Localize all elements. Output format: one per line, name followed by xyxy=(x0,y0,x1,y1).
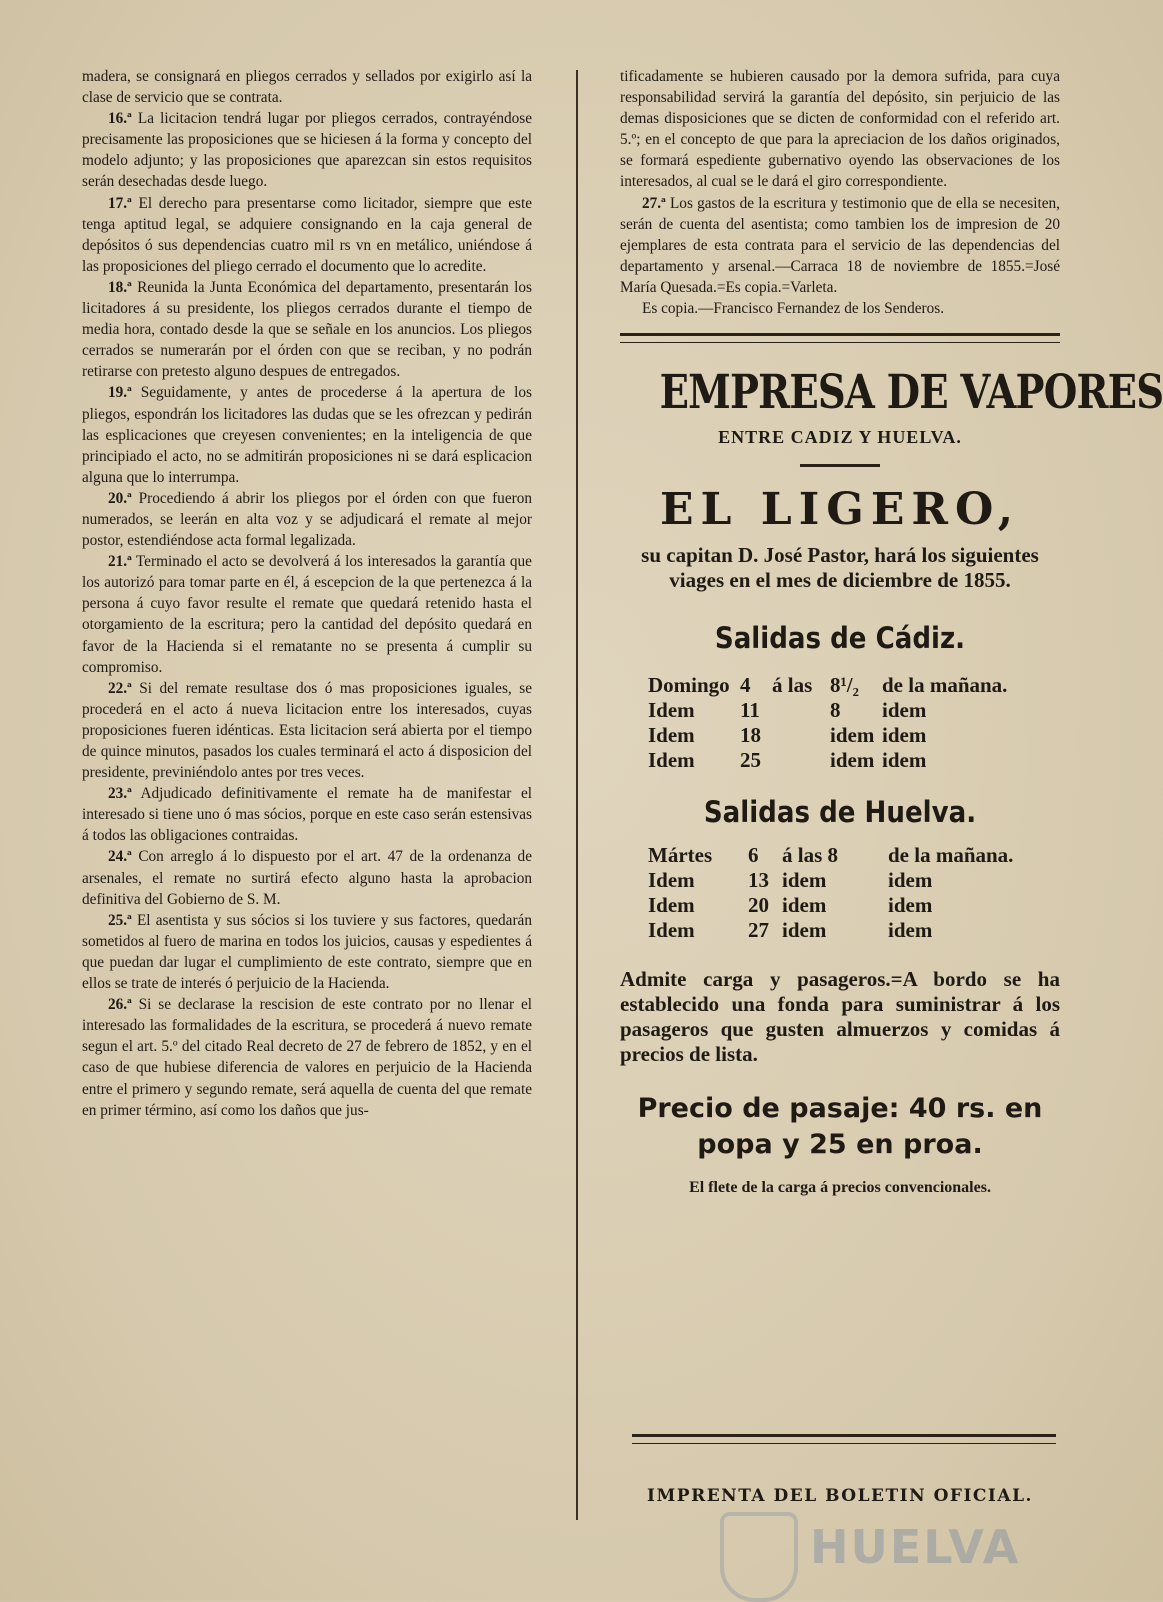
paragraph xyxy=(82,193,532,277)
article-number: 25.ª xyxy=(108,911,132,929)
schedule-cell: 4 xyxy=(740,673,751,698)
schedule-cell: Idem xyxy=(648,868,695,893)
schedule-row xyxy=(648,748,1032,773)
paragraph-text: Si del remate resultase dos ó mas proposiciones iguales, se procederá en el acto á nueva licitacion entre los interesados, cuyas proposiciones fueren idénticas. Esta licitacion será abierta por el tiempo de quince minutos, pasados los cuales terminará el acto á disposicion del presidente, previniéndolo antes por tres veces. xyxy=(82,679,532,782)
ad-route: ENTRE CADIZ Y HUELVA. xyxy=(718,427,962,448)
schedule-row xyxy=(648,843,1038,868)
paragraph xyxy=(82,382,532,487)
paragraph-text: madera, se consignará en pliegos cerrados y sellados por exigirlo así la clase de servicio que se contrata. xyxy=(82,68,532,107)
huelva-schedule xyxy=(648,843,1038,943)
paragraph xyxy=(620,298,1060,319)
paragraph xyxy=(82,277,532,382)
ad-freight: El flete de la carga á precios convencionales. xyxy=(689,1179,991,1197)
article-number: 24.ª xyxy=(108,848,132,866)
huelva-departures-heading: Salidas de Huelva. xyxy=(703,795,977,830)
schedule-cell: idem xyxy=(882,698,927,723)
short-rule xyxy=(800,464,880,467)
paragraph-text: La licitacion tendrá lugar por pliegos cerrados, contrayéndose precisamente las proposiciones que se hiciesen á la forma y concepto del modelo adjunto; y las proposiciones que aparezcan sin estos requisitos serán desechadas desde luego. xyxy=(82,110,533,191)
schedule-row xyxy=(648,673,1032,698)
watermark-crest-icon xyxy=(720,1512,798,1602)
contract-continuation xyxy=(620,66,1060,319)
schedule-row xyxy=(648,723,1032,748)
schedule-cell: idem xyxy=(888,868,933,893)
schedule-row xyxy=(648,868,1038,893)
paragraph-text: Con arreglo á lo dispuesto por el art. 47 de la ordenanza de arsenales, el remate no surtirá efecto alguno hasta la aprobacion definitiva del Gobierno de S. M. xyxy=(82,848,532,908)
schedule-row xyxy=(648,698,1032,723)
article-number: 17.ª xyxy=(108,194,132,212)
paragraph-text: Si se declarase la rescision de este contrato por no llenar el interesado las formalidades de la escritura, se procederá á nuevo remate segun el art. 5.º del citado Real decreto de 27 de febrero de 1852, y en el caso de que hubiese diferencia de valores en perjuicio de la Hacienda entre el primero y segundo remate, será aquella de cuenta del que remate en primer término, así como los daños que jus- xyxy=(82,996,533,1119)
paragraph xyxy=(82,783,532,846)
ad-company-title: EMPRESA DE VAPORES xyxy=(659,365,1163,421)
schedule-cell: idem xyxy=(882,748,927,773)
article-number: 27.ª xyxy=(642,194,666,212)
schedule-cell: de la mañana. xyxy=(888,843,1014,868)
printer-imprint: IMPRENTA DEL BOLETIN OFICIAL. xyxy=(647,1486,1033,1506)
schedule-cell: 13 xyxy=(748,868,769,893)
paragraph xyxy=(82,108,532,192)
schedule-cell: 11 xyxy=(740,698,760,723)
schedule-cell: idem xyxy=(830,723,875,748)
paragraph-text: El asentista y sus sócios si los tuviere y sus factores, quedarán sometidos al fuero de marina en todos los juicios, causas y espedientes á que puedan dar lugar el cumplimiento de este contrato, siempre que en ellos se trate de interés ó perjuicio de la Hacienda. xyxy=(82,911,532,993)
paragraph-text: Reunida la Junta Económica del departamento, presentarán los licitadores á su presidente, los pliegos cerrados durante el tiempo de media hora, contado desde la que se señale en los anuncios. Los pliegos cerrados se numerarán por el órden con que se reciban, y no podrán retirarse con pretesto alguno despues de entregados. xyxy=(82,278,533,381)
schedule-cell xyxy=(772,748,830,773)
article-number: 26.ª xyxy=(108,996,132,1014)
column-divider xyxy=(576,70,578,1520)
schedule-cell: Idem xyxy=(648,918,695,943)
ad-captain: su capitan D. José Pastor, hará los siguientes viages en el mes de diciembre de 1855. xyxy=(641,543,1039,593)
schedule-cell: Idem xyxy=(648,748,695,773)
paragraph-text: Los gastos de la escritura y testimonio que de ella se necesiten, serán de cuenta del asentista; como tambien los de impresion de 20 ejemplares de esta contrata para el servicio de las dependencias del departamento y arsenal.—Carraca 18 de noviembre de 1855.=José María Quesada.=Es copia.=Varleta. xyxy=(620,194,1061,296)
schedule-cell xyxy=(772,723,830,748)
left-column xyxy=(82,66,532,1121)
paragraph-text: Terminado el acto se devolverá á los interesados la garantía que los autorizó para tomar parte en él, á escepcion de la que pertenezca á la persona á cuyo favor resulte el remate que quedará retenido hasta el otorgamiento de la escritura; pero la cantidad del depósito quedará en favor de la Hacienda si el rematante no se presenta á cumplir su compromiso. xyxy=(82,553,532,676)
schedule-cell: á las xyxy=(772,673,813,698)
article-number: 23.ª xyxy=(108,785,132,803)
article-number: 16.ª xyxy=(108,110,132,128)
schedule-row xyxy=(648,918,1038,943)
schedule-cell: 8 xyxy=(830,698,841,723)
bottom-rule xyxy=(632,1434,1056,1444)
schedule-cell: idem xyxy=(888,918,933,943)
article-number: 21.ª xyxy=(108,553,132,571)
paragraph xyxy=(82,910,532,994)
schedule-cell: Idem xyxy=(648,893,695,918)
schedule-row xyxy=(648,893,1038,918)
schedule-cell: 27 xyxy=(748,918,769,943)
paragraph xyxy=(82,551,532,678)
schedule-cell: 25 xyxy=(740,748,761,773)
schedule-cell: de la mañana. xyxy=(882,673,1008,698)
schedule-cell: Idem xyxy=(648,698,695,723)
ad-cargo-notice: Admite carga y pasageros.=A bordo se ha establecido una fonda para suministrar á los pasageros que gusten almuerzos y comidas á precios de lista. xyxy=(620,967,1060,1067)
schedule-cell: Idem xyxy=(648,723,695,748)
schedule-cell: idem xyxy=(888,893,933,918)
paragraph-text: Adjudicado definitivamente el remate ha de manifestar el interesado si tiene uno ó mas sócios, porque en este caso serán estensivas á todos las obligaciones contraidas. xyxy=(82,785,532,845)
right-column xyxy=(620,66,1163,1197)
schedule-cell: 6 xyxy=(748,843,759,868)
article-number: 19.ª xyxy=(108,384,132,402)
paragraph-text: tificadamente se hubieren causado por la demora sufrida, para cuya responsabilidad servirá la garantía del depósito, sin perjuicio de las demas disposiciones que se dicten de conformidad con el referido art. 5.º; en el concepto de que para la apreciacion de los daños originados, se formará espediente gubernativo oyendo las observaciones de los interesados, al cual se le dará el giro correspondiente. xyxy=(620,68,1060,191)
watermark: HUELVA xyxy=(810,1520,1021,1574)
schedule-cell: 8¹/₂ xyxy=(830,673,859,698)
schedule-cell: á las 8 xyxy=(782,843,839,868)
paragraph xyxy=(82,66,532,108)
paragraph-text: El derecho para presentarse como licitador, siempre que este tenga aptitud legal, se adquiere consignando en la caja general de depósitos ó sus dependencias cuatro mil rs vn en metálico, uniéndose á las proposiciones del pliego cerrado el documento que lo acredite. xyxy=(82,194,532,275)
schedule-cell: idem xyxy=(782,893,827,918)
schedule-cell: Domingo xyxy=(648,673,730,698)
paragraph xyxy=(82,846,532,909)
paragraph-text: Es copia.—Francisco Fernandez de los Senderos. xyxy=(642,300,945,318)
article-number: 20.ª xyxy=(108,489,132,507)
schedule-cell: idem xyxy=(882,723,927,748)
cadiz-departures-heading: Salidas de Cádiz. xyxy=(714,621,966,656)
paragraph xyxy=(82,488,532,551)
schedule-cell xyxy=(772,698,830,723)
schedule-cell: 18 xyxy=(740,723,761,748)
paragraph xyxy=(620,193,1060,298)
paragraph-text: Seguidamente, y antes de procederse á la apertura de los pliegos, espondrán los licitadores las dudas que se les ofrezcan y pedirán las esplicaciones que creyesen convenientes; en la inteligencia de que principiado el acto, no se admitirán proposiciones ni se dará esplicacion alguna que lo interrumpa. xyxy=(82,384,532,486)
paragraph xyxy=(620,66,1060,193)
paragraph xyxy=(82,994,532,1121)
paragraph xyxy=(82,678,532,783)
ad-fare: Precio de pasaje: 40 rs. en popa y 25 en proa. xyxy=(637,1093,1043,1161)
schedule-cell: Mártes xyxy=(648,843,713,868)
ad-ship-name: EL LIGERO, xyxy=(659,484,1021,536)
paragraph-text: Procediendo á abrir los pliegos por el órden con que fueron numerados, se leerán en alta voz y se adjudicará el remate al mejor postor, estendiéndose acta formal legalizada. xyxy=(82,489,532,550)
section-rule xyxy=(620,333,1060,343)
schedule-cell: idem xyxy=(782,868,827,893)
article-number: 18.ª xyxy=(108,278,132,296)
schedule-cell: 20 xyxy=(748,893,769,918)
schedule-cell: idem xyxy=(830,748,875,773)
cadiz-schedule xyxy=(648,673,1032,773)
schedule-cell: idem xyxy=(782,918,827,943)
article-number: 22.ª xyxy=(108,679,132,697)
